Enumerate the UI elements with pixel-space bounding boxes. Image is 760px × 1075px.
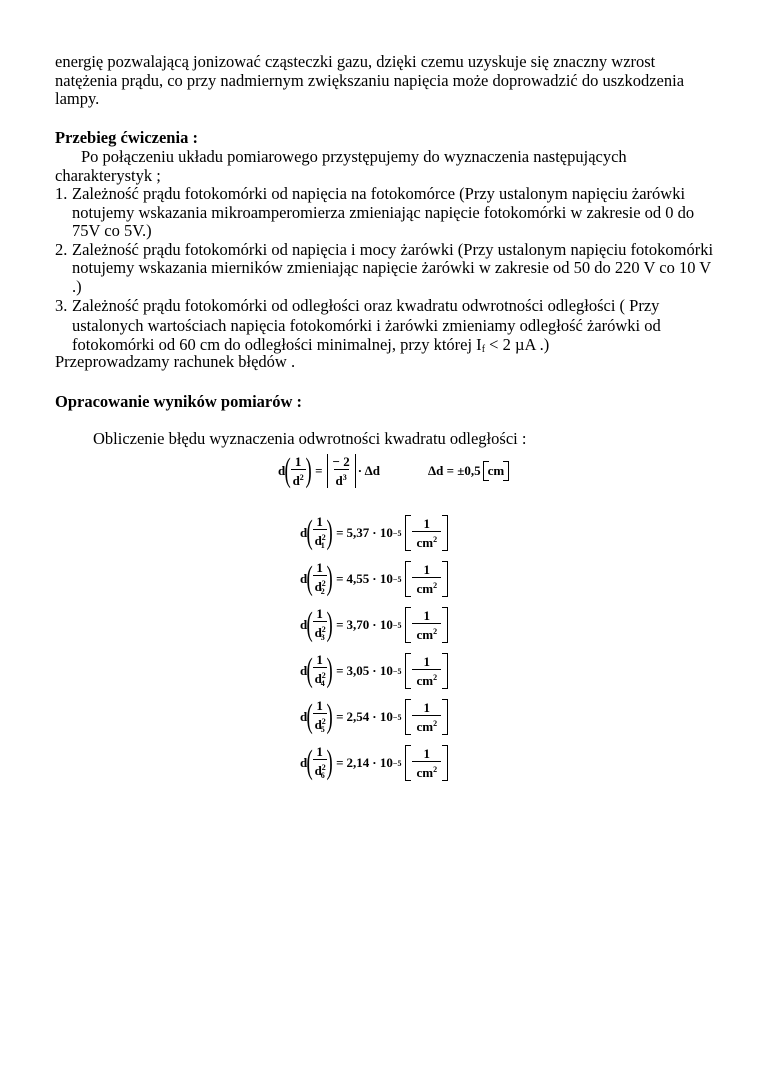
paren-left: ( [306, 560, 314, 597]
result-row: d ( $\frac{1}{d^2_4}$ ) = 3,05 · 10 −5 $\frac{1}{cm^2}$ [300, 648, 448, 694]
result-value: 2,54 [346, 709, 370, 724]
result-row: d ( $\frac{1}{d^2_3}$ ) = 3,70 · 10 −5 $\frac{1}{cm^2}$ [300, 602, 448, 648]
paren-left: ( [306, 698, 314, 735]
result-exponent: −5 [392, 666, 402, 676]
fraction: $\frac{1}{d^2_3}$ [313, 606, 327, 645]
unit-bracket: cm [483, 461, 510, 481]
result-row: d ( $\frac{1}{d^2_6}$ ) = 2,14 · 10 −5 $\frac{1}{cm^2}$ [300, 740, 448, 786]
fraction: $\frac{1}{d^2_4}$ [313, 652, 327, 691]
unit-bracket: $\frac{1}{cm^2}$ [405, 607, 448, 643]
intro-line-1: energię pozwalającą jonizować cząsteczki gazu, dzięki czemu uzyskuje się znaczny wzrost [55, 52, 656, 71]
fraction: $\frac{1}{d^2_2}$ [313, 560, 327, 599]
result-exponent: −5 [392, 758, 402, 768]
paren-left: ( [306, 606, 314, 643]
przebieg-list [55, 185, 715, 360]
result-exponent: −5 [392, 574, 402, 584]
distance-index: 5 [320, 724, 325, 734]
result-value: 4,55 [346, 571, 370, 586]
paren-right: ) [326, 560, 333, 597]
fraction: $\frac{1}{d^2_5}$ [313, 698, 327, 737]
fraction: $\frac{1}{d^2_1}$ [313, 514, 327, 553]
subscript-f: f [481, 344, 486, 355]
unit-bracket: $\frac{1}{cm^2}$ [405, 699, 448, 735]
result-exponent: −5 [392, 712, 402, 722]
formula-d: d [300, 571, 308, 586]
przebieg-closing: Przeprowadzamy rachunek błędów . [55, 352, 296, 371]
paren-right: ) [326, 514, 333, 551]
list-item [55, 185, 715, 241]
fraction: $\frac{1}{d^2_6}$ [313, 744, 327, 783]
formula-d: d [300, 617, 308, 632]
paren-right: ) [326, 606, 333, 643]
list-item-number: 2. [55, 239, 68, 259]
paren-left: ( [306, 744, 314, 781]
formula-d: d [300, 709, 308, 724]
unit-bracket: $\frac{1}{cm^2}$ [405, 515, 448, 551]
unit-bracket: $\frac{1}{cm^2}$ [405, 561, 448, 597]
results-list [300, 510, 448, 786]
result-value: 3,70 [346, 617, 370, 632]
formula-d: d [300, 525, 308, 540]
intro-line-3: lampy. [55, 89, 100, 108]
formula-d: d [278, 463, 286, 478]
list-item [55, 241, 715, 297]
paren-left: ( [306, 652, 314, 689]
distance-index: 3 [320, 632, 325, 642]
distance-index: 2 [320, 586, 325, 596]
list-item-number: 1. [55, 184, 68, 203]
result-value: 3,05 [346, 663, 370, 678]
unit-bracket: $\frac{1}{cm^2}$ [405, 653, 448, 689]
list-item [55, 296, 715, 360]
unit-bracket: $\frac{1}{cm^2}$ [405, 745, 448, 781]
intro-paragraph [55, 53, 715, 109]
list-item-text: Zależność prądu fotokomórki od napięcia i mocy żarówki (Przy ustalonym napięciu fotokomórki notujemy wskazania mierników zmieniając napięcie żarówki w zakresie od 50 do 220 V co 10 V .) [72, 239, 714, 296]
list-item-text: Zależność prądu fotokomórki od odległości oraz kwadratu odwrotności odległości ( Przy ustalonych wartościach napięcia fotokomórki i żarówki zmieniamy odległość żarówki od fotokomórki od 60 cm do odległości minimalnej, przy której I [72, 296, 661, 354]
list-item-number: 3. [55, 296, 68, 315]
fraction-one-over-d2: $\frac{1}{d^2}$ [292, 454, 304, 488]
paren-right: ) [326, 652, 333, 689]
distance-index: 6 [320, 770, 325, 780]
paren-left: ( [306, 514, 314, 551]
przebieg-intro: Po połączeniu układu pomiarowego przystępujemy do wyznaczenia następujących charakterystyk ; [55, 147, 627, 185]
result-exponent: −5 [392, 528, 402, 538]
distance-index: 4 [320, 678, 325, 688]
formula-d: d [300, 755, 308, 770]
result-value: 2,14 [346, 755, 370, 770]
opracowanie-subtitle: Obliczenie błędu wyznaczenia odwrotności kwadratu odległości : [93, 429, 527, 448]
result-row: d ( $\frac{1}{d^2_5}$ ) = 2,54 · 10 −5 $\frac{1}{cm^2}$ [300, 694, 448, 740]
result-exponent: −5 [392, 620, 402, 630]
paren-right: ) [326, 698, 333, 735]
absolute-value: $\frac{- 2}{d^3}$ [327, 454, 356, 488]
paren-right: ) [326, 744, 333, 781]
general-error-formula [278, 450, 509, 492]
result-row: d ( $\frac{1}{d^2_1}$ ) = 5,37 · 10 −5 $\frac{1}{cm^2}$ [300, 510, 448, 556]
formula-delta-d: · Δd [357, 463, 380, 478]
paren-right: ) [305, 452, 312, 489]
formula-d: d [300, 663, 308, 678]
section-heading-opracowanie: Opracowanie wyników pomiarów : [55, 392, 303, 411]
formula-eq: = [315, 463, 323, 478]
paren-left: ( [284, 452, 292, 489]
list-item-text-end: < 2 µA .) [485, 335, 550, 354]
list-item-text: Zależność prądu fotokomórki od napięcia na fotokomórce (Przy ustalonym napięciu żarówki notujemy wskazania mikroamperomierza zmieniając napięcie fotokomórki w zakresie od 0 do 75V co 5V.) [72, 184, 695, 240]
distance-index: 1 [320, 540, 325, 550]
intro-line-2: natężenia prądu, co przy nadmiernym zwiększaniu napięcia może doprowadzić do uszkodzenia [55, 70, 685, 90]
result-value: 5,37 [346, 525, 370, 540]
section-heading-przebieg: Przebieg ćwiczenia : [55, 128, 198, 147]
result-row: d ( $\frac{1}{d^2_2}$ ) = 4,55 · 10 −5 $\frac{1}{cm^2}$ [300, 556, 448, 602]
delta-definition: Δd = ±0,5 [427, 463, 481, 478]
